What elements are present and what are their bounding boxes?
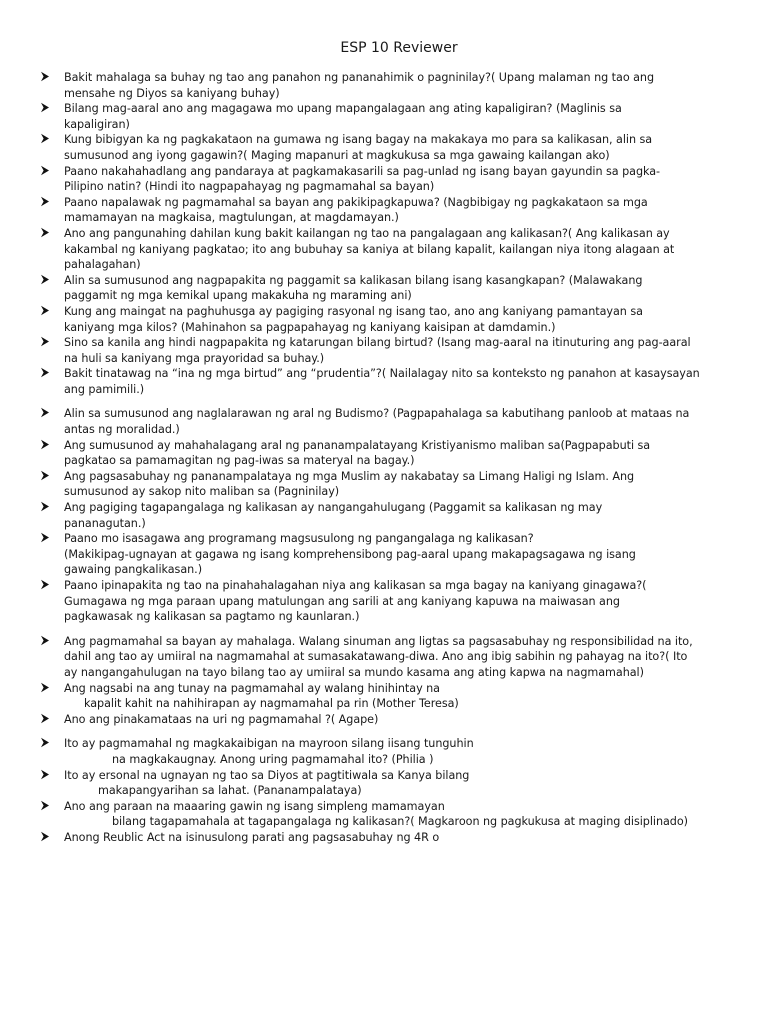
arrow-bullet-icon — [40, 305, 50, 321]
item-text-line: sumusunod ay sakop nito maliban sa (Pagninilay) — [64, 485, 340, 499]
item-text-line: mensahe ng Diyos sa kaniyang buhay) — [64, 86, 280, 100]
item-text-line: sumusunod ang iyong gagawin?( Maging mapanuri at magkukusa sa mga gawaing kailangan ako) — [64, 148, 610, 162]
arrow-bullet-icon — [40, 579, 50, 595]
list-item — [40, 164, 758, 195]
arrow-bullet-icon — [40, 367, 50, 383]
list-item — [40, 226, 758, 273]
reviewer-list — [40, 70, 758, 846]
arrow-bullet-icon — [40, 165, 50, 181]
arrow-bullet-icon — [40, 831, 50, 847]
item-text-line: Ang pagsasabuhay ng pananampalataya ng mga Muslim ay nakabatay sa Limang Haligi ng Islam. Ang — [64, 469, 635, 483]
item-text-line: mamamayan na magkaisa, magtulungan, at magdamayan.) — [64, 211, 399, 225]
item-text-line: Paano napalawak ng pagmamahal sa bayan ang pakikipagkapuwa? (Nagbibigay ng pagkakataon sa mga — [64, 195, 648, 209]
item-text-line: pananagutan.) — [64, 516, 146, 530]
item-text-line: Sino sa kanila ang hindi nagpapakita ng katarungan bilang birtud? (Isang mag-aaral na itinuturing ang pag-aaral — [64, 336, 691, 350]
item-text-line: makapangyarihan sa lahat. (Pananampalataya) — [98, 784, 362, 798]
arrow-bullet-icon — [40, 133, 50, 149]
item-text-line: Bilang mag-aaral ano ang magagawa mo upang mapangalagaan ang ating kapaligiran? (Maglinis sa — [64, 102, 622, 116]
list-item — [40, 500, 758, 531]
list-item — [40, 70, 758, 101]
list-item — [40, 406, 758, 437]
arrow-bullet-icon — [40, 682, 50, 698]
list-item — [40, 768, 758, 799]
item-text-line: Ano ang pinakamataas na uri ng pagmamahal ?( Agape) — [64, 712, 379, 726]
item-text-line: antas ng moralidad.) — [64, 423, 180, 437]
list-item — [40, 712, 758, 728]
item-text-line: na huli sa kaniyang mga prayoridad sa buhay.) — [64, 351, 325, 365]
item-text-line: kapaligiran) — [64, 117, 130, 131]
item-text-line: Alin sa sumusunod ang nagpapakita ng paggamit sa kalikasan bilang isang kasangkapan? (Malawakang — [64, 273, 643, 287]
list-item — [40, 799, 758, 830]
item-text-line: Bakit tinatawag na “ina ng mga birtud” ang “prudentia”?( Nailalagay nito sa konteksto ng panahon at kasaysayan — [64, 367, 700, 381]
arrow-bullet-icon — [40, 713, 50, 729]
arrow-bullet-icon — [40, 102, 50, 118]
list-item — [40, 304, 758, 335]
list-item — [40, 366, 758, 397]
item-text-line: Kung ang maingat na paghuhusga ay pagiging rasyonal ng isang tao, ano ang kaniyang pamantayan sa — [64, 304, 643, 318]
arrow-bullet-icon — [40, 501, 50, 517]
arrow-bullet-icon — [40, 227, 50, 243]
item-text-line: (Makikipag-ugnayan at gagawa ng isang komprehensibong pag-aaral upang makapagsagawa ng isang — [64, 547, 636, 561]
item-text-line: kakambal ng kaniyang pagkatao; ito ang bubuhay sa kaniya at bilang kapalit, kailangan niya itong alagaan at — [64, 242, 675, 256]
item-text-line: Ito ay pagmamahal ng magkakaibigan na mayroon silang iisang tunguhin — [64, 737, 474, 751]
arrow-bullet-icon — [40, 737, 50, 753]
list-item — [40, 469, 758, 500]
arrow-bullet-icon — [40, 800, 50, 816]
item-text-line: paggamit ng mga kemikal upang makakuha ng maraming ani) — [64, 289, 412, 303]
list-item — [40, 634, 758, 681]
list-item — [40, 273, 758, 304]
arrow-bullet-icon — [40, 769, 50, 785]
page-title: ESP 10 Reviewer — [340, 40, 458, 56]
item-text-line: pahalagahan) — [64, 258, 141, 272]
list-item — [40, 335, 758, 366]
arrow-bullet-icon — [40, 532, 50, 548]
item-text-line: Ang pagiging tagapangalaga ng kalikasan ay nangangahulugang (Paggamit sa kalikasan ng may — [64, 501, 603, 515]
arrow-bullet-icon — [40, 439, 50, 455]
item-text-line: Bakit mahalaga sa buhay ng tao ang panahon ng pananahimik o pagninilay?( Upang malaman ng tao ang — [64, 71, 655, 84]
list-item — [40, 531, 758, 578]
item-text-line: gawaing pangkalikasan.) — [64, 563, 203, 577]
item-text-line: Ano ang paraan na maaaring gawin ng isang simpleng mamamayan — [64, 799, 445, 813]
item-text-line: Paano nakahahadlang ang pandaraya at pagkamakasarili sa pag-unlad ng isang bayan gayundin sa pagka- — [64, 164, 661, 178]
arrow-bullet-icon — [40, 196, 50, 212]
item-text-line: kapalit kahit na nahihirapan ay nagmamahal pa rin (Mother Teresa) — [84, 697, 459, 711]
list-item — [40, 101, 758, 132]
arrow-bullet-icon — [40, 470, 50, 486]
arrow-bullet-icon — [40, 407, 50, 423]
item-text-line: Alin sa sumusunod ang naglalarawan ng aral ng Budismo? (Pagpapahalaga sa kabutihang panloob at mataas na — [64, 407, 690, 421]
item-text-line: Paano ipinapakita ng tao na pinahahalagahan niya ang kalikasan sa mga bagay na kaniyang ginagawa?( — [64, 579, 647, 592]
item-text-line: Pilipino natin? (Hindi ito nagpapahayag ng pagmamahal sa bayan) — [64, 180, 435, 194]
list-item — [40, 830, 758, 846]
item-text-line: dahil ang tao ay umiiral na nagmamahal at sumasakatawang-diwa. Ano ang ibig sabihin ng pahayag na ito?( Ito — [64, 650, 688, 664]
item-text-line: Ano ang pangunahing dahilan kung bakit kailangan ng tao na pangalagaan ang kalikasan?( Ang kalikasan ay — [64, 226, 670, 240]
item-text-line: Paano mo isasagawa ang programang magsusulong ng pangangalaga ng kalikasan? — [64, 532, 534, 546]
arrow-bullet-icon — [40, 71, 50, 87]
arrow-bullet-icon — [40, 635, 50, 651]
item-text-line: bilang tagapamahala at tagapangalaga ng kalikasan?( Magkaroon ng pagkukusa at maging disiplinado) — [112, 815, 688, 829]
list-item — [40, 578, 758, 625]
item-text-line: Ang nagsabi na ang tunay na pagmamahal ay walang hinihintay na — [64, 681, 440, 695]
item-text-line: Ang sumusunod ay mahahalagang aral ng pananampalatayang Kristiyanismo maliban sa(Pagpapabuti sa — [64, 438, 651, 452]
list-item — [40, 132, 758, 163]
list-item — [40, 438, 758, 469]
item-text-line: ay nangangahulugan na tayo bilang tao ay umiiral sa mundo kasama ang ating kapwa na nagmamahal) — [64, 665, 644, 679]
item-text-line: na magkakaugnay. Anong uring pagmamahal ito? (Philia ) — [112, 752, 434, 766]
item-text-line: ang pamimili.) — [64, 382, 145, 396]
item-text-line: Ito ay ersonal na ugnayan ng tao sa Diyos at pagtitiwala sa Kanya bilang — [64, 768, 470, 782]
item-text-line: Ang pagmamahal sa bayan ay mahalaga. Walang sinuman ang ligtas sa pagsasabuhay ng responsibilidad na ito, — [64, 634, 693, 648]
item-text-line: pagkawasak ng kalikasan sa pagtamo ng kaunlaran.) — [64, 610, 360, 624]
item-text-line: Kung bibigyan ka ng pagkakataon na gumawa ng isang bagay na makakaya mo para sa kalikasan, alin sa — [64, 133, 653, 147]
item-text-line: Gumagawa ng mga paraan upang matulungan ang sarili at ang kaniyang kapuwa na maiwasan ang — [64, 594, 620, 608]
list-item — [40, 195, 758, 226]
list-item — [40, 736, 758, 767]
list-item — [40, 681, 758, 712]
item-text-line: pagkatao sa pamamagitan ng pag-iwas sa materyal na bagay.) — [64, 454, 415, 468]
item-text-line: kaniyang mga kilos? (Mahinahon sa pagpapahayag ng kaniyang kaisipan at damdamin.) — [64, 320, 556, 334]
arrow-bullet-icon — [40, 336, 50, 352]
item-text-line: Anong Reublic Act na isinusulong parati ang pagsasabuhay ng 4R o — [64, 830, 440, 844]
arrow-bullet-icon — [40, 274, 50, 290]
